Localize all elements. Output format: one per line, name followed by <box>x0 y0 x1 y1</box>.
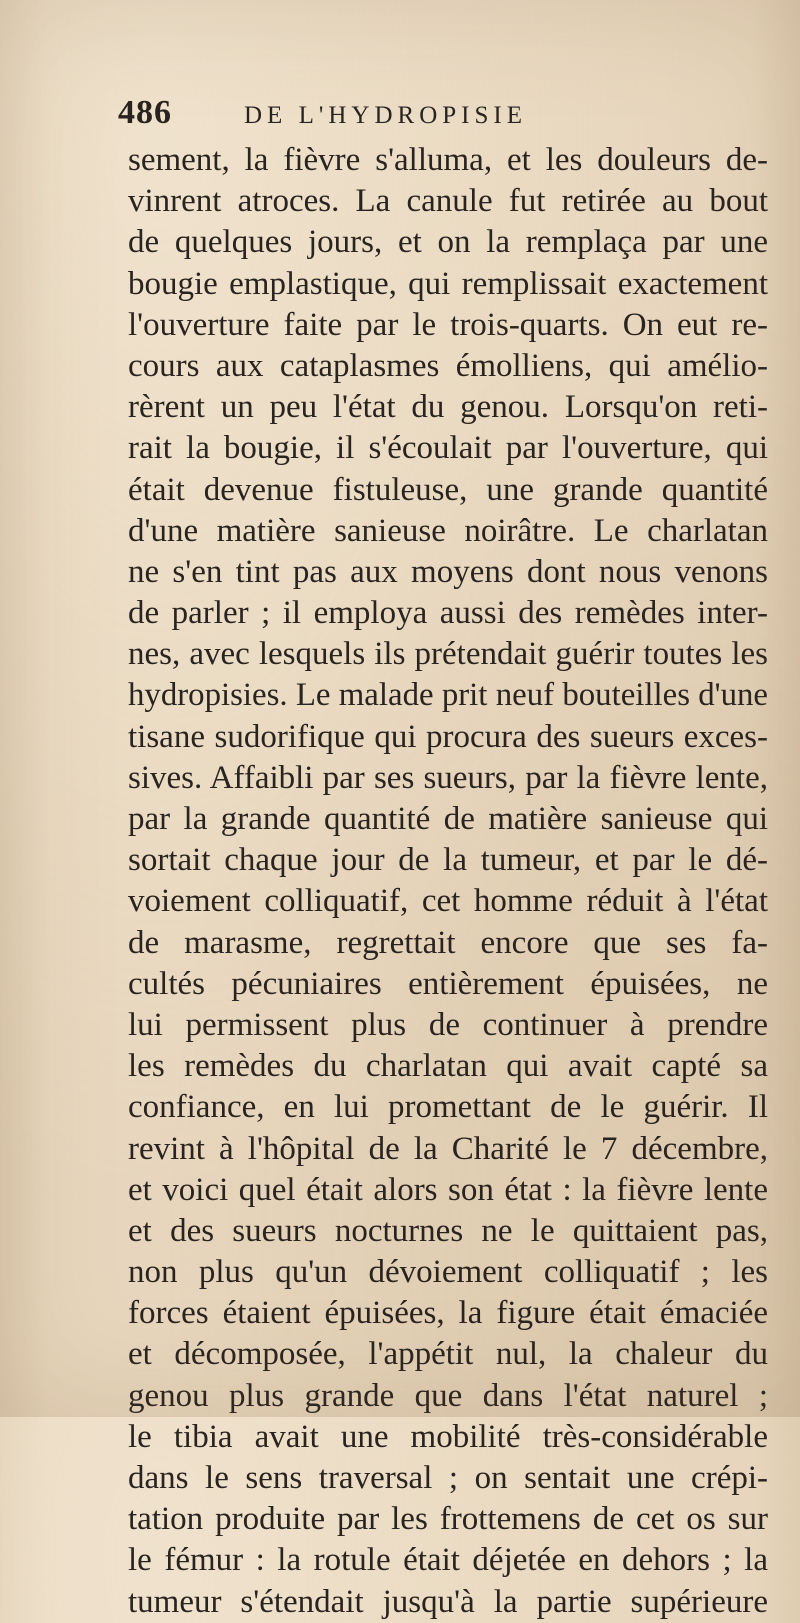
text-line: sement, la fièvre s'alluma, et les douleurs de- <box>128 142 768 178</box>
text-line: sortait chaque jour de la tumeur, et par le dé- <box>128 842 768 879</box>
text-line: forces étaient épuisées, la figure était émaciée <box>128 1295 768 1332</box>
text-line: tisane sudorifique qui procura des sueurs exces- <box>128 718 768 755</box>
text-line: le fémur : la rotule était déjetée en dehors ; la <box>128 1542 768 1579</box>
page-number: 486 <box>118 94 172 131</box>
text-line: lui permissent plus de continuer à prendre <box>128 1006 768 1043</box>
text-line: confiance, en lui promettant de le guérir. Il <box>128 1089 768 1126</box>
text-line: l'ouverture faite par le trois-quarts. On eut re- <box>128 306 768 343</box>
text-line: était devenue fistuleuse, une grande quantité <box>128 471 768 508</box>
text-line: cours aux cataplasmes émolliens, qui amélio- <box>128 347 768 384</box>
text-line: tumeur s'étendait jusqu'à la partie supérieure <box>128 1583 768 1620</box>
text-line: dans le sens traversal ; on sentait une crépi- <box>128 1460 768 1496</box>
text-line: bougie emplastique, qui remplissait exactement <box>128 265 768 302</box>
text-line: ne s'en tint pas aux moyens dont nous venons <box>128 553 768 590</box>
text-line: et des sueurs nocturnes ne le quittaient pas, <box>128 1212 768 1249</box>
text-line: de parler ; il employa aussi des remèdes inter- <box>128 595 768 632</box>
text-line: sives. Affaibli par ses sueurs, par la fièvre lente, <box>128 759 768 796</box>
running-head <box>118 94 527 138</box>
text-line: et décomposée, l'appétit nul, la chaleur du <box>128 1336 768 1373</box>
text-line: les remèdes du charlatan qui avait capté sa <box>128 1048 768 1085</box>
text-line: cultés pécuniaires entièrement épuisées, ne <box>128 965 768 1002</box>
text-line: tation produite par les frottemens de cet os sur <box>128 1501 768 1538</box>
text-line: de quelques jours, et on la remplaça par une <box>128 224 768 261</box>
text-line: et voici quel était alors son état : la fièvre lente <box>128 1171 768 1208</box>
text-line: le tibia avait une mobilité très-considérable <box>128 1418 768 1455</box>
running-head-title: DE L'HYDROPISIE <box>244 102 527 129</box>
text-line: d'une matière sanieuse noirâtre. Le charlatan <box>128 512 768 549</box>
text-line: rèrent un peu l'état du genou. Lorsqu'on reti- <box>128 389 768 426</box>
text-line: genou plus grande que dans l'état naturel ; <box>128 1377 768 1414</box>
text-line: de marasme, regrettait encore que ses fa- <box>128 924 768 961</box>
text-line: revint à l'hôpital de la Charité le 7 décembre, <box>128 1130 768 1167</box>
text-line: nes, avec lesquels ils prétendait guérir toutes les <box>128 636 768 673</box>
text-line: non plus qu'un dévoiement colliquatif ; les <box>128 1254 768 1291</box>
text-line: vinrent atroces. La canule fut retirée au bout <box>128 183 768 220</box>
text-line: par la grande quantité de matière sanieuse qui <box>128 801 768 837</box>
text-line: voiement colliquatif, cet homme réduit à l'état <box>128 883 768 920</box>
body-text <box>128 140 768 1623</box>
text-line: rait la bougie, il s'écoulait par l'ouverture, qui <box>128 430 768 467</box>
text-line: hydropisies. Le malade prit neuf bouteilles d'une <box>128 677 768 714</box>
